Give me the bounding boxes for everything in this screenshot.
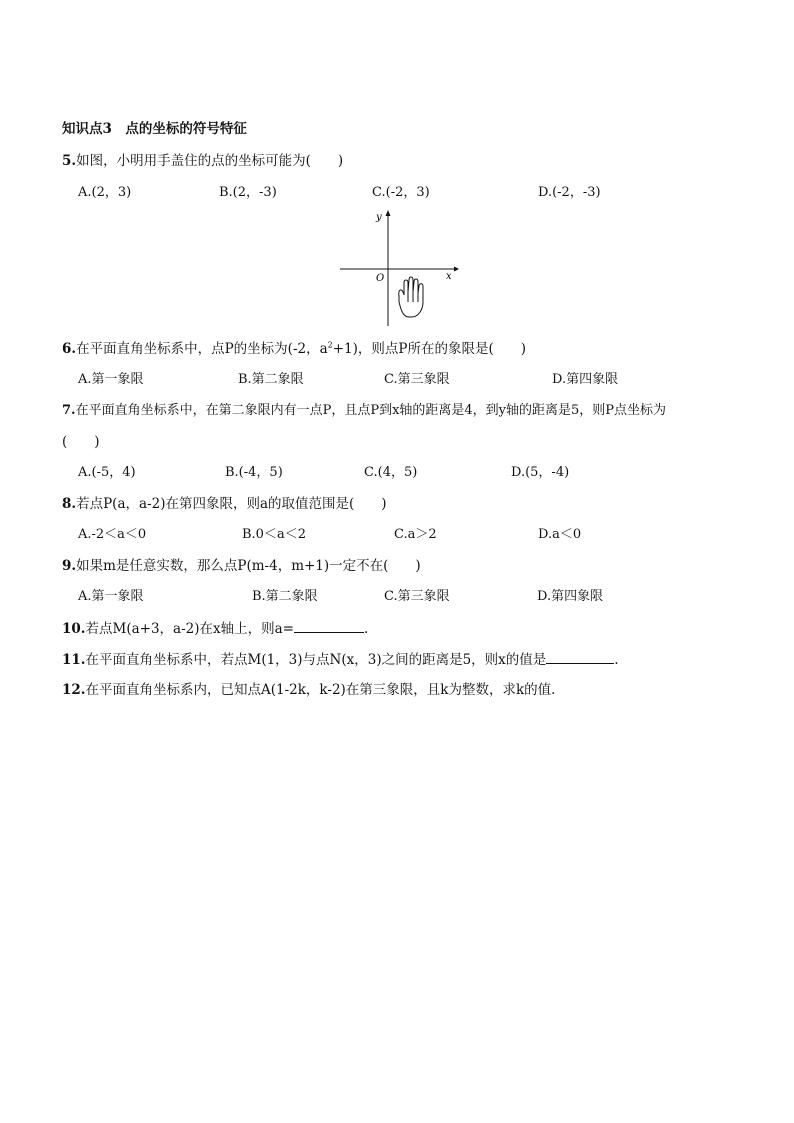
question-7-cont: ( ) [62, 434, 100, 450]
q5-option-d: D.(-2，-3) [538, 185, 601, 200]
origin-label: O [376, 273, 385, 284]
question-number: 6. [62, 341, 77, 357]
question-10 [62, 619, 368, 638]
question-11 [62, 650, 619, 669]
question-8 [62, 495, 387, 513]
q9-option-b: B.第二象限 [252, 589, 318, 604]
hand-icon [399, 277, 423, 317]
question-stem: 如果m是任意实数，那么点P(m-4，m+1)一定不在( ) [76, 558, 421, 574]
q9-option-c: C.第三象限 [384, 589, 450, 604]
q9-option-a: A.第一象限 [78, 589, 144, 604]
question-stem-cont: +1)，则点P所在的象限是( ) [332, 341, 527, 357]
answer-blank[interactable] [546, 650, 614, 664]
question-stem: 在平面直角坐标系内，已知点A(1-2k，k-2)在第三象限，且k为整数，求k的值. [85, 682, 556, 698]
question-stem: 如图，小明用手盖住的点的坐标可能为( ) [76, 153, 344, 169]
q8-option-a: A.-2＜a＜0 [78, 527, 147, 542]
question-stem: 若点M(a+3，a-2)在x轴上，则a= [85, 621, 294, 637]
q6-option-d: D.第四象限 [552, 372, 619, 387]
q5-option-b: B.(2，-3) [219, 185, 277, 200]
x-axis-label: x [446, 271, 452, 282]
q6-option-a: A.第一象限 [78, 372, 144, 387]
question-number: 9. [62, 558, 77, 574]
question-5 [62, 152, 343, 170]
question-number: 5. [62, 153, 77, 169]
q6-option-b: B.第二象限 [238, 372, 304, 387]
q9-option-d: D.第四象限 [537, 589, 604, 604]
q8-option-d: D.a＜0 [538, 527, 582, 542]
q7-option-c: C.(4，5) [364, 465, 418, 480]
question-end: . [363, 621, 369, 637]
question-12 [62, 681, 555, 699]
x-axis-arrow-icon [454, 267, 459, 272]
y-axis-label: y [376, 212, 382, 223]
q8-option-c: C.a＞2 [394, 527, 437, 542]
question-stem: 若点P(a，a-2)在第四象限，则a的取值范围是( ) [76, 496, 387, 512]
question-6 [62, 340, 526, 358]
q6-option-c: C.第三象限 [384, 372, 450, 387]
question-7 [62, 402, 666, 420]
question-stem: 在平面直角坐标系中，点P的坐标为(-2，a [76, 341, 328, 357]
q8-option-b: B.0＜a＜2 [242, 527, 306, 542]
question-number: 7. [62, 403, 76, 418]
question-number: 12. [62, 682, 86, 698]
question-stem: 在平面直角坐标系中，在第二象限内有一点P，且点P到x轴的距离是4，到y轴的距离是5，则P点坐标为 [75, 403, 667, 418]
q5-option-c: C.(-2，3) [372, 185, 430, 200]
section-title: 知识点3 点的坐标的符号特征 [62, 121, 247, 137]
question-stem: 在平面直角坐标系中，若点M(1，3)与点N(x，3)之间的距离是5，则x的值是 [85, 652, 547, 668]
q5-option-a: A.(2，3) [78, 185, 132, 200]
superscript: 2 [327, 340, 333, 350]
question-number: 10. [62, 621, 86, 637]
q7-option-d: D.(5，-4) [511, 465, 570, 480]
y-axis-arrow-icon [386, 210, 391, 216]
question-number: 8. [62, 496, 77, 512]
coordinate-figure [336, 206, 460, 330]
question-number: 11. [62, 652, 86, 668]
answer-blank[interactable] [294, 619, 364, 633]
question-9 [62, 557, 421, 575]
question-end: . [614, 652, 619, 668]
q7-option-b: B.(-4，5) [225, 465, 283, 480]
q7-option-a: A.(-5，4) [78, 465, 136, 480]
